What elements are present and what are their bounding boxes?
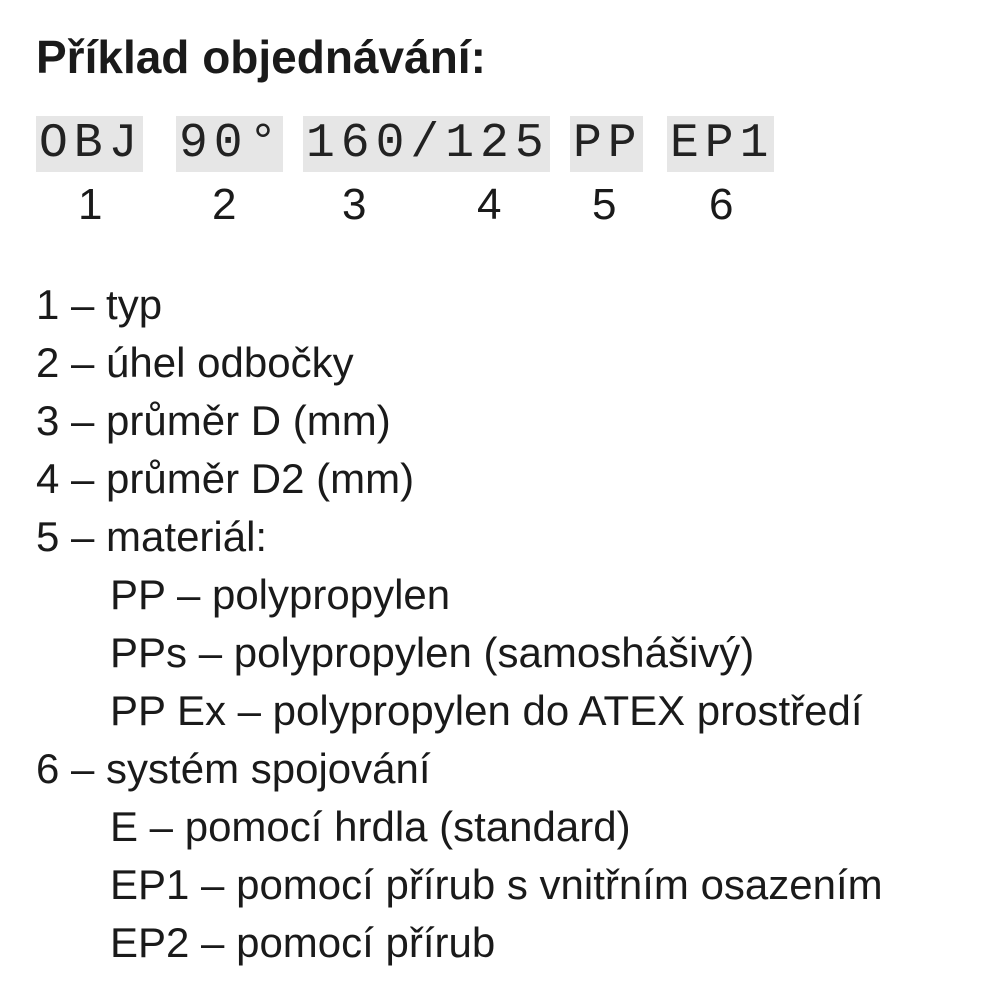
code-segment-angle: 90°: [176, 116, 283, 172]
legend-item-diameter2: 4 – průměr D2 (mm): [36, 455, 415, 502]
legend-subitem-pps: PPs – polypropylen (samoshášivý): [110, 629, 755, 676]
code-segment-material: PP: [570, 116, 643, 172]
legend-subitem-e: E – pomocí hrdla (standard): [110, 803, 631, 850]
code-number-5: 5: [592, 180, 617, 229]
code-number-3: 3: [342, 180, 367, 229]
code-number-4: 4: [477, 180, 502, 229]
legend-item-material: 5 – materiál:: [36, 513, 268, 560]
code-segment-joint: EP1: [667, 116, 774, 172]
code-segment-diameter: 160/125: [303, 116, 550, 172]
legend-subitem-ep1: EP1 – pomocí přírub s vnitřním osazením: [110, 861, 883, 908]
legend-subitem-ep2: EP2 – pomocí přírub: [110, 919, 496, 966]
legend-subitem-pp-ex: PP Ex – polypropylen do ATEX prostředí: [110, 687, 863, 734]
code-number-2: 2: [212, 180, 237, 229]
code-number-1: 1: [78, 180, 103, 229]
legend-item-type: 1 – typ: [36, 281, 163, 328]
code-segment-type: OBJ: [36, 116, 143, 172]
legend-item-joint-system: 6 – systém spojování: [36, 745, 431, 792]
legend-subitem-pp: PP – polypropylen: [110, 571, 451, 618]
page-title: Příklad objednávání:: [36, 31, 486, 83]
legend-item-angle: 2 – úhel odbočky: [36, 339, 354, 386]
legend-item-diameter: 3 – průměr D (mm): [36, 397, 391, 444]
code-number-6: 6: [709, 180, 734, 229]
